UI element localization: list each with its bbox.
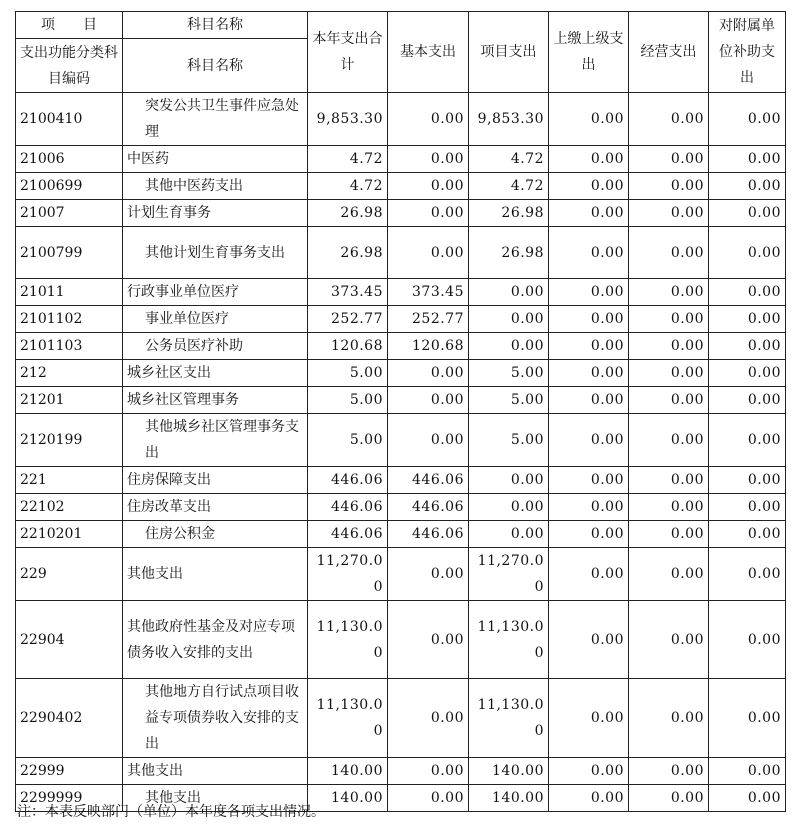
header-subsidiary-subsidy-expenditure: 对附属单位补助支出: [709, 12, 786, 93]
subject-name-cell: 其他支出: [123, 785, 308, 812]
code-cell: 2101103: [16, 333, 123, 360]
basic-cell: 0.00: [388, 548, 469, 601]
project-cell: 26.98: [469, 200, 549, 227]
upper-remit-cell: 0.00: [549, 785, 629, 812]
project-cell: 11,270.00: [469, 548, 549, 601]
total-cell: 11,130.00: [308, 601, 388, 679]
subject-name-cell: 计划生育事务: [123, 200, 308, 227]
basic-cell: 0.00: [388, 679, 469, 758]
table-footnote: 注：本表反映部门（单位）本年度各项支出情况。: [17, 804, 325, 820]
business-cell: 0.00: [629, 279, 709, 306]
table-row: [16, 360, 786, 387]
code-cell: 2299999: [16, 785, 123, 812]
subsidy-cell: 0.00: [709, 93, 786, 146]
business-cell: 0.00: [629, 785, 709, 812]
subject-name-cell: 中医药: [123, 146, 308, 173]
header-total-expenditure: 本年支出合计: [308, 12, 388, 93]
basic-cell: 252.77: [388, 306, 469, 333]
subject-name-cell: 其他中医药支出: [123, 173, 308, 200]
table-row: [16, 601, 786, 679]
project-cell: 0.00: [469, 306, 549, 333]
table-row: [16, 494, 786, 521]
total-cell: 373.45: [308, 279, 388, 306]
subsidy-cell: 0.00: [709, 173, 786, 200]
subject-name-cell: 住房改革支出: [123, 494, 308, 521]
table-row: [16, 467, 786, 494]
project-cell: 9,853.30: [469, 93, 549, 146]
table-row: [16, 548, 786, 601]
table-row: [16, 146, 786, 173]
total-cell: 120.68: [308, 333, 388, 360]
basic-cell: 0.00: [388, 414, 469, 467]
code-cell: 22999: [16, 758, 123, 785]
basic-cell: 373.45: [388, 279, 469, 306]
subsidy-cell: 0.00: [709, 548, 786, 601]
subsidy-cell: 0.00: [709, 200, 786, 227]
upper-remit-cell: 0.00: [549, 93, 629, 146]
total-cell: 4.72: [308, 173, 388, 200]
business-cell: 0.00: [629, 227, 709, 279]
upper-remit-cell: 0.00: [549, 279, 629, 306]
header-business-expenditure: 经营支出: [629, 12, 709, 93]
business-cell: 0.00: [629, 173, 709, 200]
code-cell: 2100410: [16, 93, 123, 146]
project-cell: 4.72: [469, 173, 549, 200]
subsidy-cell: 0.00: [709, 360, 786, 387]
business-cell: 0.00: [629, 387, 709, 414]
total-cell: 11,270.00: [308, 548, 388, 601]
project-cell: 0.00: [469, 521, 549, 548]
header-function-code: 支出功能分类科目编码: [16, 39, 123, 93]
subsidy-cell: 0.00: [709, 333, 786, 360]
code-cell: 21007: [16, 200, 123, 227]
header-subject-name: 科目名称: [123, 39, 308, 93]
business-cell: 0.00: [629, 360, 709, 387]
subject-name-cell: 其他政府性基金及对应专项债务收入安排的支出: [123, 601, 308, 679]
subsidy-cell: 0.00: [709, 227, 786, 279]
project-cell: 4.72: [469, 146, 549, 173]
basic-cell: 0.00: [388, 227, 469, 279]
project-cell: 0.00: [469, 494, 549, 521]
subsidy-cell: 0.00: [709, 414, 786, 467]
basic-cell: 446.06: [388, 467, 469, 494]
business-cell: 0.00: [629, 467, 709, 494]
project-cell: 5.00: [469, 360, 549, 387]
project-cell: 11,130.00: [469, 601, 549, 679]
subject-name-cell: 其他计划生育事务支出: [123, 227, 308, 279]
subject-name-cell: 突发公共卫生事件应急处理: [123, 93, 308, 146]
business-cell: 0.00: [629, 679, 709, 758]
header-item-cell: 项 目: [16, 12, 123, 39]
subject-name-cell: 住房公积金: [123, 521, 308, 548]
upper-remit-cell: 0.00: [549, 360, 629, 387]
total-cell: 26.98: [308, 227, 388, 279]
subject-name-cell: 城乡社区支出: [123, 360, 308, 387]
table-row: [16, 521, 786, 548]
total-cell: 9,853.30: [308, 93, 388, 146]
code-cell: 21006: [16, 146, 123, 173]
upper-remit-cell: 0.00: [549, 414, 629, 467]
code-cell: 21201: [16, 387, 123, 414]
business-cell: 0.00: [629, 306, 709, 333]
upper-remit-cell: 0.00: [549, 758, 629, 785]
code-cell: 22904: [16, 601, 123, 679]
basic-cell: 446.06: [388, 494, 469, 521]
subsidy-cell: 0.00: [709, 521, 786, 548]
business-cell: 0.00: [629, 414, 709, 467]
basic-cell: 0.00: [388, 387, 469, 414]
total-cell: 5.00: [308, 414, 388, 467]
table-row: [16, 414, 786, 467]
table-row: [16, 93, 786, 146]
business-cell: 0.00: [629, 758, 709, 785]
code-cell: 2100799: [16, 227, 123, 279]
table-row: [16, 333, 786, 360]
total-cell: 140.00: [308, 758, 388, 785]
header-basic-expenditure: 基本支出: [388, 12, 469, 93]
subject-name-cell: 公务员医疗补助: [123, 333, 308, 360]
upper-remit-cell: 0.00: [549, 306, 629, 333]
header-upper-remit-expenditure: 上缴上级支出: [549, 12, 629, 93]
business-cell: 0.00: [629, 333, 709, 360]
business-cell: 0.00: [629, 93, 709, 146]
subject-name-cell: 其他支出: [123, 548, 308, 601]
subject-name-cell: 其他支出: [123, 758, 308, 785]
subject-name-cell: 其他城乡社区管理事务支出: [123, 414, 308, 467]
project-cell: 0.00: [469, 279, 549, 306]
code-cell: 221: [16, 467, 123, 494]
business-cell: 0.00: [629, 200, 709, 227]
table-body: [16, 93, 786, 812]
upper-remit-cell: 0.00: [549, 521, 629, 548]
project-cell: 140.00: [469, 785, 549, 812]
table-row: [16, 279, 786, 306]
basic-cell: 0.00: [388, 200, 469, 227]
upper-remit-cell: 0.00: [549, 494, 629, 521]
subsidy-cell: 0.00: [709, 279, 786, 306]
subsidy-cell: 0.00: [709, 785, 786, 812]
code-cell: 2100699: [16, 173, 123, 200]
total-cell: 446.06: [308, 521, 388, 548]
code-cell: 2120199: [16, 414, 123, 467]
total-cell: 11,130.00: [308, 679, 388, 758]
upper-remit-cell: 0.00: [549, 467, 629, 494]
table-row: [16, 758, 786, 785]
total-cell: 26.98: [308, 200, 388, 227]
table-row: [16, 227, 786, 279]
upper-remit-cell: 0.00: [549, 200, 629, 227]
upper-remit-cell: 0.00: [549, 146, 629, 173]
business-cell: 0.00: [629, 494, 709, 521]
project-cell: 5.00: [469, 387, 549, 414]
subsidy-cell: 0.00: [709, 387, 786, 414]
code-cell: 22102: [16, 494, 123, 521]
total-cell: 5.00: [308, 360, 388, 387]
subsidy-cell: 0.00: [709, 758, 786, 785]
subsidy-cell: 0.00: [709, 146, 786, 173]
subject-name-cell: 住房保障支出: [123, 467, 308, 494]
subject-name-cell: 事业单位医疗: [123, 306, 308, 333]
business-cell: 0.00: [629, 521, 709, 548]
subsidy-cell: 0.00: [709, 494, 786, 521]
code-cell: 2290402: [16, 679, 123, 758]
basic-cell: 0.00: [388, 173, 469, 200]
code-cell: 2101102: [16, 306, 123, 333]
total-cell: 4.72: [308, 146, 388, 173]
total-cell: 5.00: [308, 387, 388, 414]
project-cell: 11,130.00: [469, 679, 549, 758]
subject-name-cell: 其他地方自行试点项目收益专项债券收入安排的支出: [123, 679, 308, 758]
code-cell: 229: [16, 548, 123, 601]
basic-cell: 0.00: [388, 93, 469, 146]
upper-remit-cell: 0.00: [549, 333, 629, 360]
header-subject-name-top: 科目名称: [123, 12, 308, 39]
expenditure-table: [15, 11, 786, 812]
subsidy-cell: 0.00: [709, 467, 786, 494]
basic-cell: 0.00: [388, 146, 469, 173]
basic-cell: 0.00: [388, 758, 469, 785]
header-project-expenditure: 项目支出: [469, 12, 549, 93]
subject-name-cell: 行政事业单位医疗: [123, 279, 308, 306]
table-row: [16, 306, 786, 333]
upper-remit-cell: 0.00: [549, 173, 629, 200]
total-cell: 446.06: [308, 494, 388, 521]
business-cell: 0.00: [629, 146, 709, 173]
code-cell: 212: [16, 360, 123, 387]
upper-remit-cell: 0.00: [549, 227, 629, 279]
upper-remit-cell: 0.00: [549, 548, 629, 601]
basic-cell: 0.00: [388, 360, 469, 387]
code-cell: 21011: [16, 279, 123, 306]
table-row: [16, 387, 786, 414]
project-cell: 5.00: [469, 414, 549, 467]
basic-cell: 120.68: [388, 333, 469, 360]
business-cell: 0.00: [629, 548, 709, 601]
subsidy-cell: 0.00: [709, 679, 786, 758]
business-cell: 0.00: [629, 601, 709, 679]
subsidy-cell: 0.00: [709, 306, 786, 333]
subject-name-cell: 城乡社区管理事务: [123, 387, 308, 414]
project-cell: 0.00: [469, 467, 549, 494]
upper-remit-cell: 0.00: [549, 679, 629, 758]
basic-cell: 0.00: [388, 785, 469, 812]
project-cell: 26.98: [469, 227, 549, 279]
table-row: [16, 679, 786, 758]
basic-cell: 0.00: [388, 601, 469, 679]
project-cell: 0.00: [469, 333, 549, 360]
project-cell: 140.00: [469, 758, 549, 785]
header-row-top: [16, 12, 786, 39]
total-cell: 140.00: [308, 785, 388, 812]
basic-cell: 446.06: [388, 521, 469, 548]
table-row: [16, 200, 786, 227]
upper-remit-cell: 0.00: [549, 387, 629, 414]
subsidy-cell: 0.00: [709, 601, 786, 679]
upper-remit-cell: 0.00: [549, 601, 629, 679]
code-cell: 2210201: [16, 521, 123, 548]
table-row: [16, 173, 786, 200]
total-cell: 252.77: [308, 306, 388, 333]
total-cell: 446.06: [308, 467, 388, 494]
